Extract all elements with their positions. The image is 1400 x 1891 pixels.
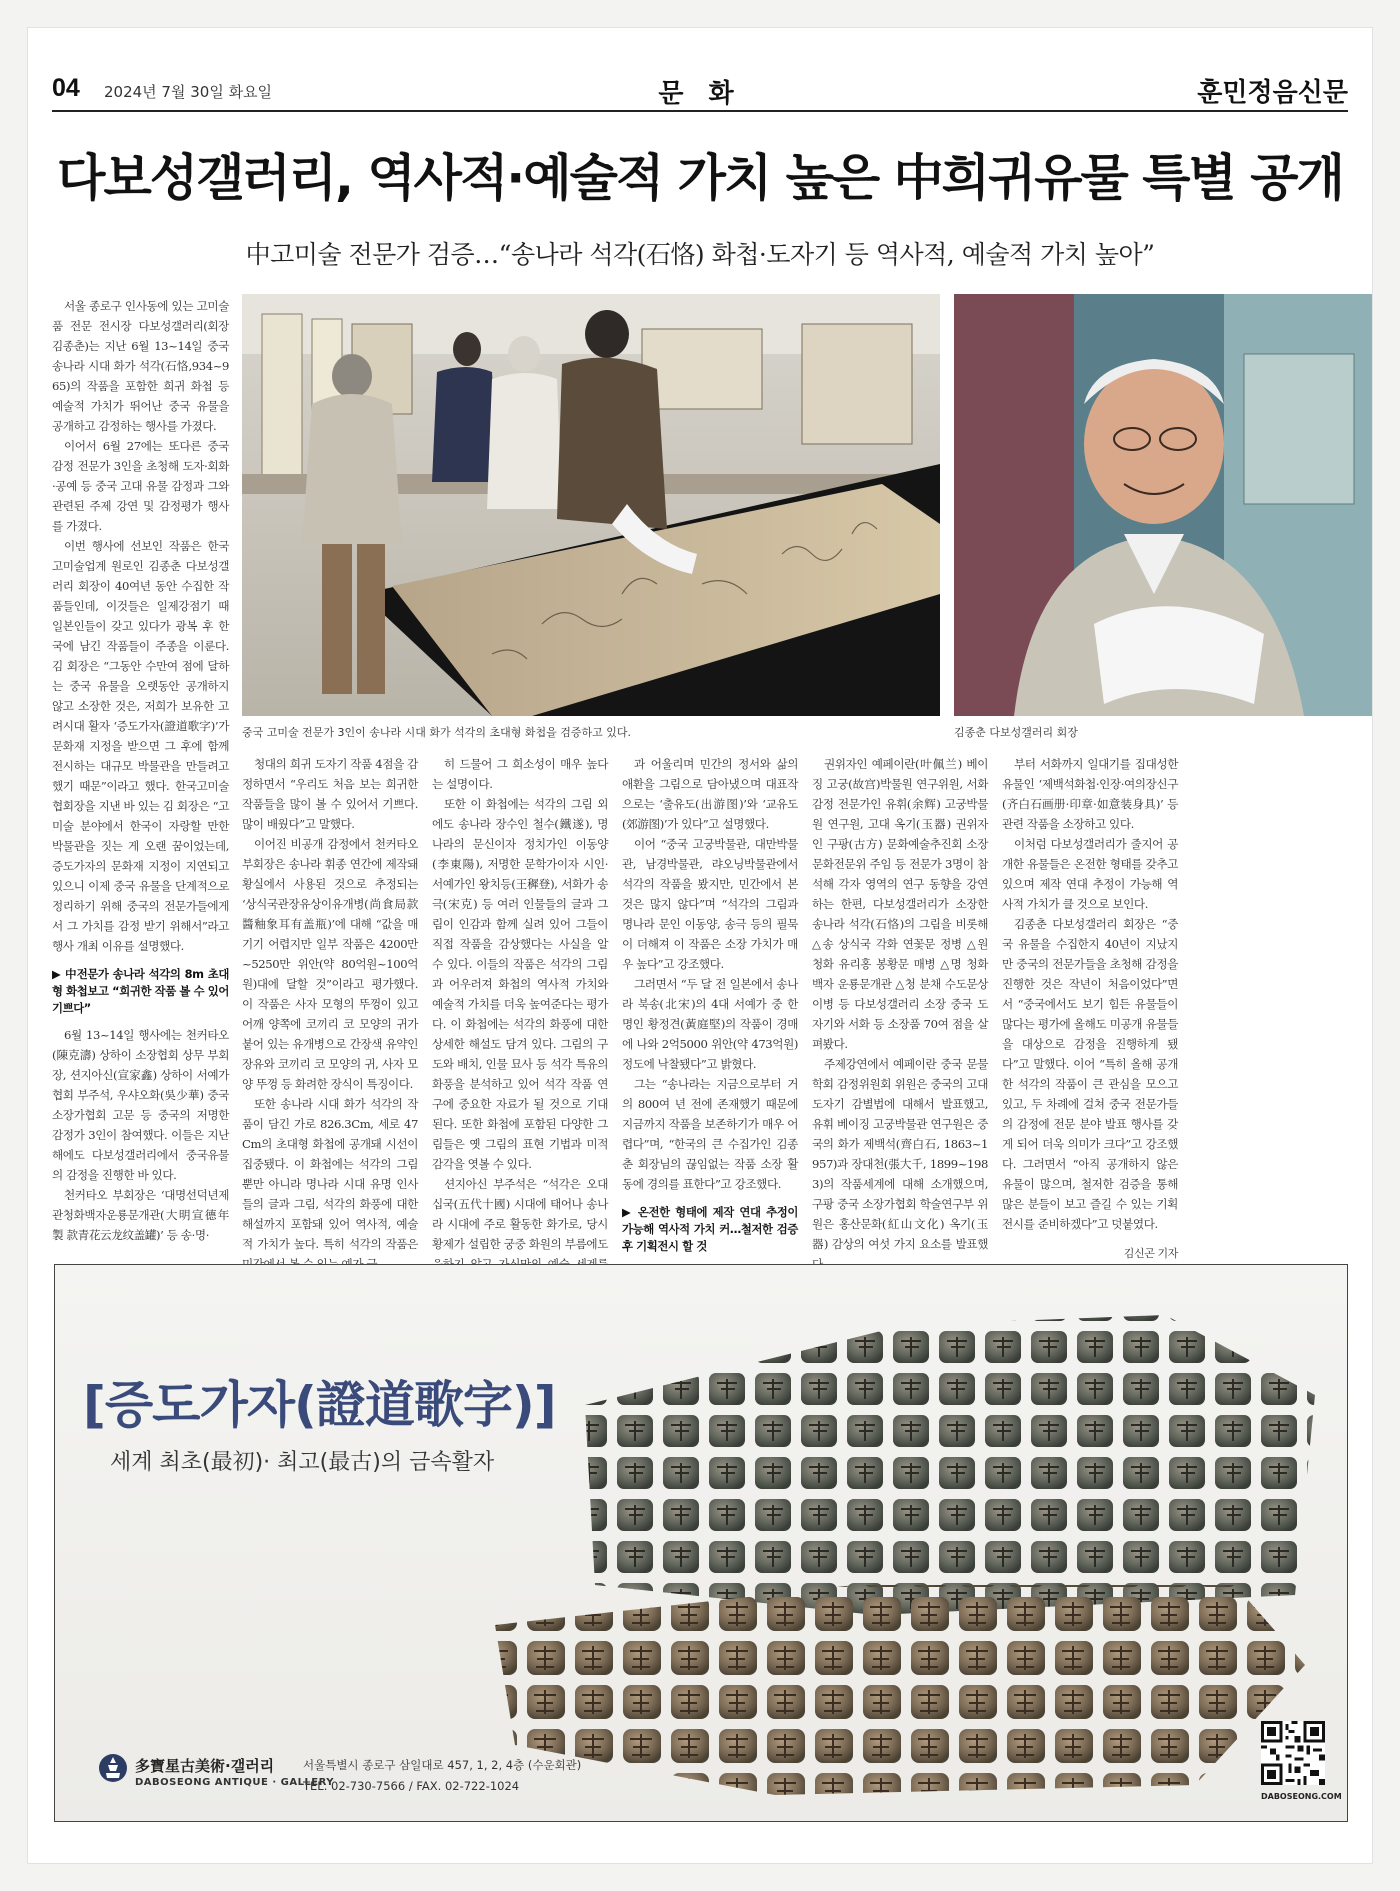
gallery-address: 서울특별시 종로구 삼일대로 457, 1, 2, 4층 (수운회관): [303, 1758, 582, 1772]
paragraph: 이어서 6월 27에는 또다른 중국 감정 전문가 3인을 초청해 도자·회화·공예 등 중국 고대 유물 감정과 그와 관련된 주제 강연 및 감정평가 행사를 가졌다.: [52, 439, 229, 533]
newspaper-page: [28, 28, 1372, 1863]
paragraph: 션지아신 부주석은 “석각은 오대십국(五代十國) 시대에 태어나 송나라 시대에 주로 활동한 화가로, 당시 황제가 설립한 궁중 화원의 부름에도: [432, 1177, 608, 1251]
paragraph: 이번 행사에 선보인 작품은 한국 고미술업계 원로인 김종춘 다보성갤러리 회장이 40여년 동안 수집한 작품들인데, 이것들은 일제강점기 때 일본인들이 갖고 있다가 광복 후 한국에 남긴 작품들이 주종을 이룬다. 김 회장은 “그동안 수만여 점에 달하는 중국 유물을 오랫동안 공개하지 않고 소장한 것은, 저희가 보유한 고려시대 활자 ‘증도가자(證道歌字)’가 문화재 지정을 받으면 그 후에 함께 전시하는 대규모 박물관을 만들려고 했기 때문”이라고 했다. 한국고미술협회장을 지낸 바 있는 김 회장은 “고미술 분야에서 한국이 자랑할 만한 박물관을 짓는 게 오랜 꿈이었는데, 증도가자의 문화재 지정이 지연되고 있으니 이제 중국 유물을 단계적으로 정리하기 위해 중국의 전문가들에게서 그 가치를 감정 받기 위해서”라고 행사 개최 이유를 설명했다.: [52, 539, 229, 953]
main-photo-caption: 중국 고미술 전문가 3인이 송나라 시대 화가 석각의 초대형 화첩을 검증하고 있다.: [242, 726, 631, 739]
reporter-byline: 김신곤 기자: [1123, 1247, 1178, 1260]
main-photo: [242, 294, 940, 716]
chairman-portrait: [954, 294, 1372, 716]
gallery-inspection-photo: [242, 294, 940, 716]
metal-type-pieces-image: [475, 1285, 1342, 1805]
article-column-6: [1002, 754, 1178, 1260]
article-column-1: [52, 296, 229, 1242]
issue-date: 2024년 7월 30일 화요일: [104, 83, 273, 101]
paragraph: 청대의 희귀 도자기 작품 4점을 감정하면서 “우리도 처음 보는 희귀한 작품들을 많이 볼 수 있어서 기쁘다. 많이 배웠다”고 말했다.: [242, 757, 418, 831]
website-url: DABOSEONG.COM: [1261, 1792, 1342, 1801]
paragraph: 또한 이 화첩에는 석각의 그림 외에도 송나라 장수인 철수(鐵遂), 명나라의 문신이자 정치가인 이동양(李東陽), 저명한 문학가이자 시인·서예가인 왕치등(王穉登), 서화가 송극(宋克) 등 여러 인물들의 글과 그림이 인감과 함께 실려 있어 그들이 직접 작품을 감상했다는 사실을 알 수 있다. 이들의 작품은 석각의 그림과 어우러져 화첩의 역사적 가치와 예술적 가치를 더욱 높여준다는 평가다. 이 화첩에는 석각의 화풍에 대한 상세한 해설도 담겨 있다. 그림의 구도와 배치, 인물 묘사 등 석각 특유의 화풍을 분석하고 있어 석각 작품 연구에 중요한 자료가 될 것으로 기대된다. 또한 화첩에 포함된 다양한 그림들은 옛 그림의 표현 기법과 미적 감각을 엿볼 수 있다.: [432, 797, 608, 1171]
paragraph: 6월 13~14일 행사에는 천커타오(陳克濤) 상하이 소장협회 상무 부회장, 션지아신(宣家鑫) 상하이 서예가협회 부주석, 우샤오화(吳少華) 중국소장가협회 고문 등 중국의 저명한 감정가 3인이 참여했다. 이들은 지난해에도 다보성갤러리에서 중국유물의 감정을 진행한 바 있다.: [52, 1028, 229, 1182]
gallery-phone: TEL. 02-730-7566 / FAX. 02-722-1024: [303, 1779, 520, 1793]
page-number: 04: [52, 74, 80, 102]
ad-subtitle: 세계 최초(最初)· 최고(最古)의 금속활자: [110, 1450, 495, 1475]
section-title: 문 화: [658, 79, 742, 109]
paragraph: 김종춘 다보성갤러리 회장은 “중국 유물을 수집한지 40년이 지났지만 중국의 전문가들을 초청해 감정을 진행한 것은 작년이 처음이었다”면서 “중국에서도 보기 힘든 유물들이 많다는 평가에 올해도 미공개 유물들을 대상으로 감정을 진행하게 됐다”고 말했다. 이어 “특히 올해 공개한 석각의 작품이 큰 관심을 모으고 있고, 두 차례에 걸쳐 중국 전문가들의 감정에 전문 분야 발표 행사를 갖게 되어 더욱 의미가 크다”고 강조했다. 그러면서 “아직 공개하지 않은 유물이 많으며, 철저한 검증을 통해 많은 분들이 보고 즐길 수 있는 기획전시를 준비하겠다”고 덧붙였다.: [1002, 917, 1178, 1231]
paragraph: 천커타오 부회장은 ‘대명선덕년제 관청화백자운룡문개관(大明宣德年製 款青花云龙纹盖罐)’ 등 송·명·: [52, 1188, 229, 1242]
advertisement: [54, 1264, 1348, 1822]
gallery-english-name: DABOSEONG ANTIQUE · GALLERY: [135, 1777, 335, 1788]
article-column-4: [622, 754, 798, 1253]
paragraph: 이어 “중국 고궁박물관, 대만박물관, 남경박물관, 랴오닝박물관에서 석각의 작품을 봤지만, 민간에서 본 것은 많지 않다”며 “석각의 그림과 명나라 문인 이동양, 송극 등의 필묵이 더해져 이 작품은 소장 가치가 매우 높다”고 강조했다.: [622, 837, 798, 971]
paragraph: 그러면서 “두 달 전 일본에서 송나라 북송(北宋)의 4대 서예가 중 한 명인 황정견(黃庭堅)의 작품이 경매에 나와 2억5000 위안(약 473억원) 정도에 낙찰됐다”고 밝혔다.: [622, 977, 798, 1071]
article-column-3: [432, 754, 608, 1251]
paragraph: 또한 송나라 시대 화가 석각의 작품이 담긴 가로 826.3Cm, 세로 47Cm의 초대형 화첩에 공개돼 시선이 집중됐다. 이 화첩에는 석각의 그림뿐만 아니라 명나라 시대 유명 인사들의 글과 그림, 석각의 화풍에 대한 해설까지 포함돼 있어 역사적, 예술적 가치가 높다. 특히 석각의 작품은: [242, 1097, 418, 1251]
section-subheading: ▶ 中전문가 송나라 석각의 8m 초대형 화첩보고 “희귀한 작품 볼 수 있어 기쁘다”: [52, 967, 229, 1015]
paragraph: 과 어울리며 민간의 정서와 삶의 애환을 그림으로 담아냈으며 대표작으로는 ‘출유도(出游图)’와 ‘교유도(郊游图)’가 있다”고 설명했다.: [622, 757, 798, 831]
gallery-logo-icon: [98, 1751, 128, 1785]
paragraph: 이처럼 다보성갤러리가 줄지어 공개한 유물들은 온전한 형태를 갖추고 있으며 제작 연대 추정이 가능해 역사적 가치가 클 것으로 보인다.: [1002, 837, 1178, 911]
paragraph: 권위자인 예페이란(叶佩兰) 베이징 고궁(故宫)박물원 연구위원, 서화 감정 전문가인 유휘(余辉) 고궁박물원 연구원, 고대 옥기(玉器) 권위자인 구팡(古方) 문화예술추진회 소장 문화전문위 주임 등 전문가 3명이 참석해 각자 영역의 연구 동향을 강연하는 한편, 다보성갤러리가 소장한 송나라 석각(石恪)의 그림을 비롯해 △송 상식국 각화 연꽃문 정병 △원 청화 유리홍 봉황문 매병 △명 청화백자 운룡문개관 △청 분채 수도문상이병 등 다보성갤러리 소장 중국 도자기와 서화 등 소장품 70여 점을 살펴봤다.: [812, 757, 988, 1051]
paragraph: 서울 종로구 인사동에 있는 고미술품 전문 전시장 다보성갤러리(회장 김종춘)는 지난 6월 13~14일 중국 송나라 시대 화가 석각(石恪,934~965)의 작품을 포함한 희귀 화첩 등 예술적 가치가 뛰어난 중국 유물을 공개하고 감정하는 행사를 가졌다.: [52, 299, 229, 433]
portrait-photo: [954, 294, 1372, 716]
paragraph: 히 드물어 그 희소성이 매우 높다는 설명이다.: [432, 757, 608, 791]
paragraph: 주제강연에서 예페이란 중국 문물학회 감정위원회 위원은 중국의 고대 도자기 감별법에 대해서 발표했고, 유휘 베이징 고궁박물관 연구원은 중국의 화가 제백석(齊白石, 1863~1957)과 장대천(張大千, 1899~1983)의 작품세계에 대해 소개했으며, 구팡 중국 소장가협회 학술연구부 위원은 홍산문화(紅山文化) 옥기(玉器) 감상의 여섯 가지 요소를 발표했: [812, 1057, 988, 1251]
newspaper-name: 훈민정음신문: [1197, 78, 1348, 108]
paragraph: 부터 서화까지 일대기를 집대성한 유물인 ‘제백석화첩·인장·여의장신구(齐白石画册·印章·如意装身具)’ 등 관련 작품을 소장하고 있다.: [1002, 757, 1178, 831]
headline: 다보성갤러리, 역사적·예술적 가치 높은 中희귀유물 특별 공개: [57, 149, 1343, 207]
paragraph: 그는 “송나라는 지금으로부터 거의 800여 년 전에 존재했기 때문에 지금까지 작품을 보존하기가 매우 어렵다”며, “한국의 큰 수집가인 김종춘 회장님의 끊임없는 작품 소장 활동에 경의를 표한다”고 강조했다.: [622, 1077, 798, 1191]
subheadline: 中고미술 전문가 검증…“송나라 석각(石恪) 화첩·도자기 등 역사적, 예술적 가치 높아”: [245, 240, 1155, 269]
article-column-2: [242, 754, 418, 1251]
section-subheading: ▶ 온전한 형태에 제작 연대 추정이 가능해 역사적 가치 커…철저한 검증 후 기획전시 할 것: [622, 1205, 798, 1253]
portrait-photo-caption: 김종춘 다보성갤러리 회장: [954, 726, 1078, 739]
paragraph: 이어진 비공개 감정에서 천커타오 부회장은 송나라 휘종 연간에 제작돼 황실에서 사용된 것으로 추정되는 ‘상식국관장유상이유개병(尚食局款醬釉象耳有盖瓶)’에 대해 “값을 매기기 어렵지만 일부 작품은 4200만~5250만 위안(약 80억원~100억원)대에 달할 것”이라고 평가했다. 이 작품은 사자 모형의 뚜껑이 있고 어깨 양쪽에 코끼리 코 모양의 귀가 붙어 있는 유개병으로 간장색 유약인 장유와 코끼리 코 모양의 귀, 사자 모양 뚜껑 등 화려한 장식이 특징이다.: [242, 837, 418, 1091]
ad-title: [증도가자(證道歌字)]: [83, 1376, 556, 1434]
article-column-5: [812, 754, 988, 1251]
qr-code-icon[interactable]: [1261, 1721, 1325, 1785]
page-header: [52, 70, 1348, 112]
qr-code-block: [1261, 1721, 1342, 1801]
gallery-name: 多寶星古美術·갤러리: [135, 1757, 275, 1775]
